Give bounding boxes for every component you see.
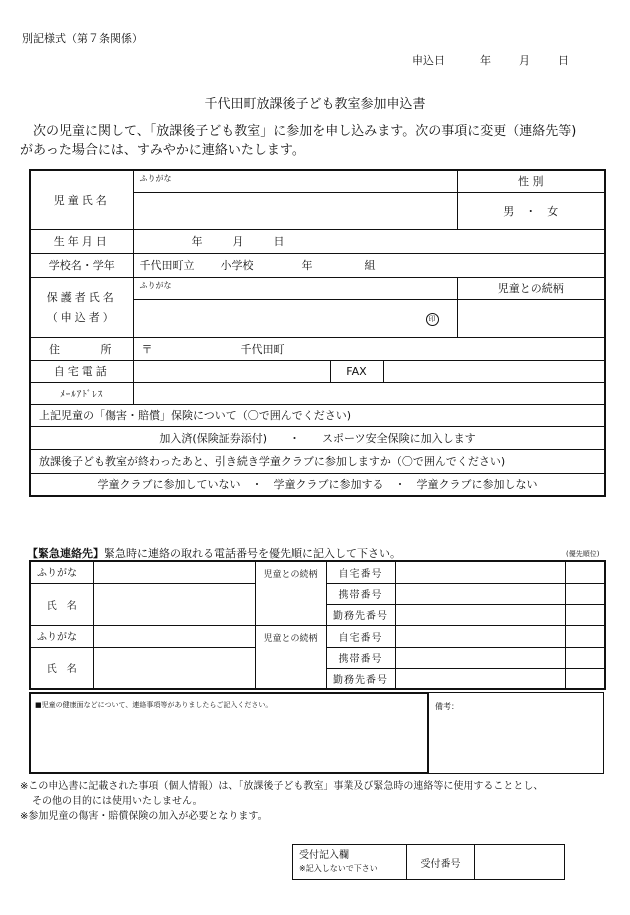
club-options[interactable]: 学童クラブに参加していない ・ 学童クラブに参加する ・ 学童クラブに参加しない xyxy=(30,473,605,496)
fax-label: FAX xyxy=(330,360,383,382)
contact2-mobile-label: 携帯番号 xyxy=(326,647,395,668)
contact2-home-field[interactable] xyxy=(395,625,565,647)
home-phone-field[interactable] xyxy=(133,360,330,382)
note-line: その他の目的には使用いたしません。 xyxy=(32,796,203,807)
school-suffix: 小学校 xyxy=(220,259,254,272)
contact1-work-field[interactable] xyxy=(395,604,565,625)
contact2-mobile-priority[interactable] xyxy=(565,647,605,668)
contact2-name-label: 氏 名 xyxy=(30,647,93,689)
town-text: 千代田町 xyxy=(240,342,285,356)
remarks-box[interactable] xyxy=(429,692,604,774)
contact1-work-label: 勤務先番号 xyxy=(326,604,395,625)
contact2-furigana-field[interactable] xyxy=(93,625,255,647)
contact2-furigana-label: ふりがな xyxy=(30,625,93,647)
emergency-title xyxy=(27,545,401,561)
reception-label-cell xyxy=(293,845,407,880)
contact2-mobile-field[interactable] xyxy=(395,647,565,668)
reception-number-label: 受付番号 xyxy=(407,845,475,880)
guardian-name-field[interactable] xyxy=(133,299,457,337)
emergency-table xyxy=(29,560,606,690)
birth-month-unit: 月 xyxy=(232,235,244,248)
birth-day-unit: 日 xyxy=(273,235,285,248)
child-name-field[interactable] xyxy=(133,192,457,229)
intro-line: 次の児童に関して、「放課後子ども教室」に参加を申し込みます。次の事項に変更（連絡先等) xyxy=(33,124,577,139)
child-furigana-field[interactable]: ふりがな xyxy=(133,170,457,192)
address-label: 住所 xyxy=(30,337,133,360)
relation-field[interactable] xyxy=(457,299,605,337)
birthdate-label: 生年月日 xyxy=(30,229,133,253)
note-line: ※参加児童の傷害・賠償保険の加入が必要となります。 xyxy=(20,811,268,822)
child-name-label: 児童氏名 xyxy=(30,170,133,229)
school-prefix: 千代田町立 xyxy=(139,259,195,272)
health-notes-box[interactable] xyxy=(29,692,429,774)
form-label: 別記様式（第７条関係） xyxy=(22,32,143,45)
guardian-label xyxy=(30,277,133,337)
reception-number-field xyxy=(475,845,565,880)
contact1-furigana-label: ふりがな xyxy=(30,561,93,583)
guardian-furigana-field[interactable]: ふりがな xyxy=(133,277,457,299)
contact2-work-label: 勤務先番号 xyxy=(326,668,395,689)
gender-label: 性 別 xyxy=(457,170,605,192)
intro-text xyxy=(20,122,610,160)
contact1-name-label: 氏 名 xyxy=(30,583,93,625)
school-field[interactable] xyxy=(133,253,605,277)
reception-label: 受付記入欄 xyxy=(299,850,349,861)
contact1-furigana-field[interactable] xyxy=(93,561,255,583)
applicant-label: （申込者） xyxy=(46,311,117,324)
contact2-home-priority[interactable] xyxy=(565,625,605,647)
address-field[interactable] xyxy=(133,337,605,360)
grade-unit: 年 xyxy=(301,259,313,272)
intro-line: があった場合には、すみやかに連絡いたします。 xyxy=(20,143,305,158)
postal-mark: 〒 xyxy=(141,342,153,356)
club-question: 放課後子ども教室が終わったあと、引き続き学童クラブに参加しますか（〇で囲んでください) xyxy=(30,449,605,473)
health-note-text: ■児童の健康面などについて、連絡事項等がありましたらご記入ください。 xyxy=(35,701,273,709)
birthdate-field[interactable] xyxy=(133,229,605,253)
contact1-name-field[interactable] xyxy=(93,583,255,625)
contact1-mobile-field[interactable] xyxy=(395,583,565,604)
note-line: ※この申込書に記載された事項（個人情報）は、「放課後子ども教室」事業及び緊急時の連絡等に使用することとし、 xyxy=(20,781,544,792)
contact1-work-priority[interactable] xyxy=(565,604,605,625)
insurance-question: 上記児童の「傷害・賠償」保険について（〇で囲んでください) xyxy=(30,404,605,426)
contact1-mobile-label: 携帯番号 xyxy=(326,583,395,604)
date-year: 年 xyxy=(480,54,491,67)
contact1-mobile-priority[interactable] xyxy=(565,583,605,604)
document-title: 千代田町放課後子ども教室参加申込書 xyxy=(204,97,426,112)
emergency-title-text: 緊急時に連絡の取れる電話番号を優先順に記入して下さい。 xyxy=(104,547,401,560)
date-month: 月 xyxy=(519,54,530,67)
contact1-home-priority[interactable] xyxy=(565,561,605,583)
application-table xyxy=(29,169,606,497)
remarks-label: 備考： xyxy=(435,702,459,711)
relation-label: 児童との続柄 xyxy=(457,277,605,299)
email-field[interactable] xyxy=(133,382,605,404)
emergency-title-bold: 【緊急連絡先】 xyxy=(27,547,104,560)
class-unit: 組 xyxy=(364,259,376,272)
date-day: 日 xyxy=(558,54,569,67)
reception-table xyxy=(292,844,565,880)
contact2-relation: 児童との続柄 xyxy=(255,625,326,689)
date-label: 申込日 xyxy=(412,54,445,67)
contact1-home-field[interactable] xyxy=(395,561,565,583)
contact1-relation: 児童との続柄 xyxy=(255,561,326,625)
footnotes xyxy=(20,779,620,824)
school-label: 学校名・学年 xyxy=(30,253,133,277)
contact1-home-label: 自宅番号 xyxy=(326,561,395,583)
priority-label: (優先順位) xyxy=(566,550,600,558)
contact2-name-field[interactable] xyxy=(93,647,255,689)
guardian-name-label: 保護者氏名 xyxy=(46,291,117,304)
seal-mark: 印 xyxy=(426,313,439,326)
reception-note: ※記入しないで下さい xyxy=(299,864,378,873)
email-label: ﾒｰﾙｱﾄﾞﾚｽ xyxy=(30,382,133,404)
birth-year-unit: 年 xyxy=(191,235,203,248)
gender-options[interactable]: 男 ・ 女 xyxy=(457,192,605,229)
insurance-options[interactable]: 加入済(保険証券添付) ・ スポーツ安全保険に加入します xyxy=(30,426,605,449)
contact2-work-field[interactable] xyxy=(395,668,565,689)
contact2-home-label: 自宅番号 xyxy=(326,625,395,647)
fax-field[interactable] xyxy=(383,360,605,382)
home-phone-label: 自宅電話 xyxy=(30,360,133,382)
contact2-work-priority[interactable] xyxy=(565,668,605,689)
